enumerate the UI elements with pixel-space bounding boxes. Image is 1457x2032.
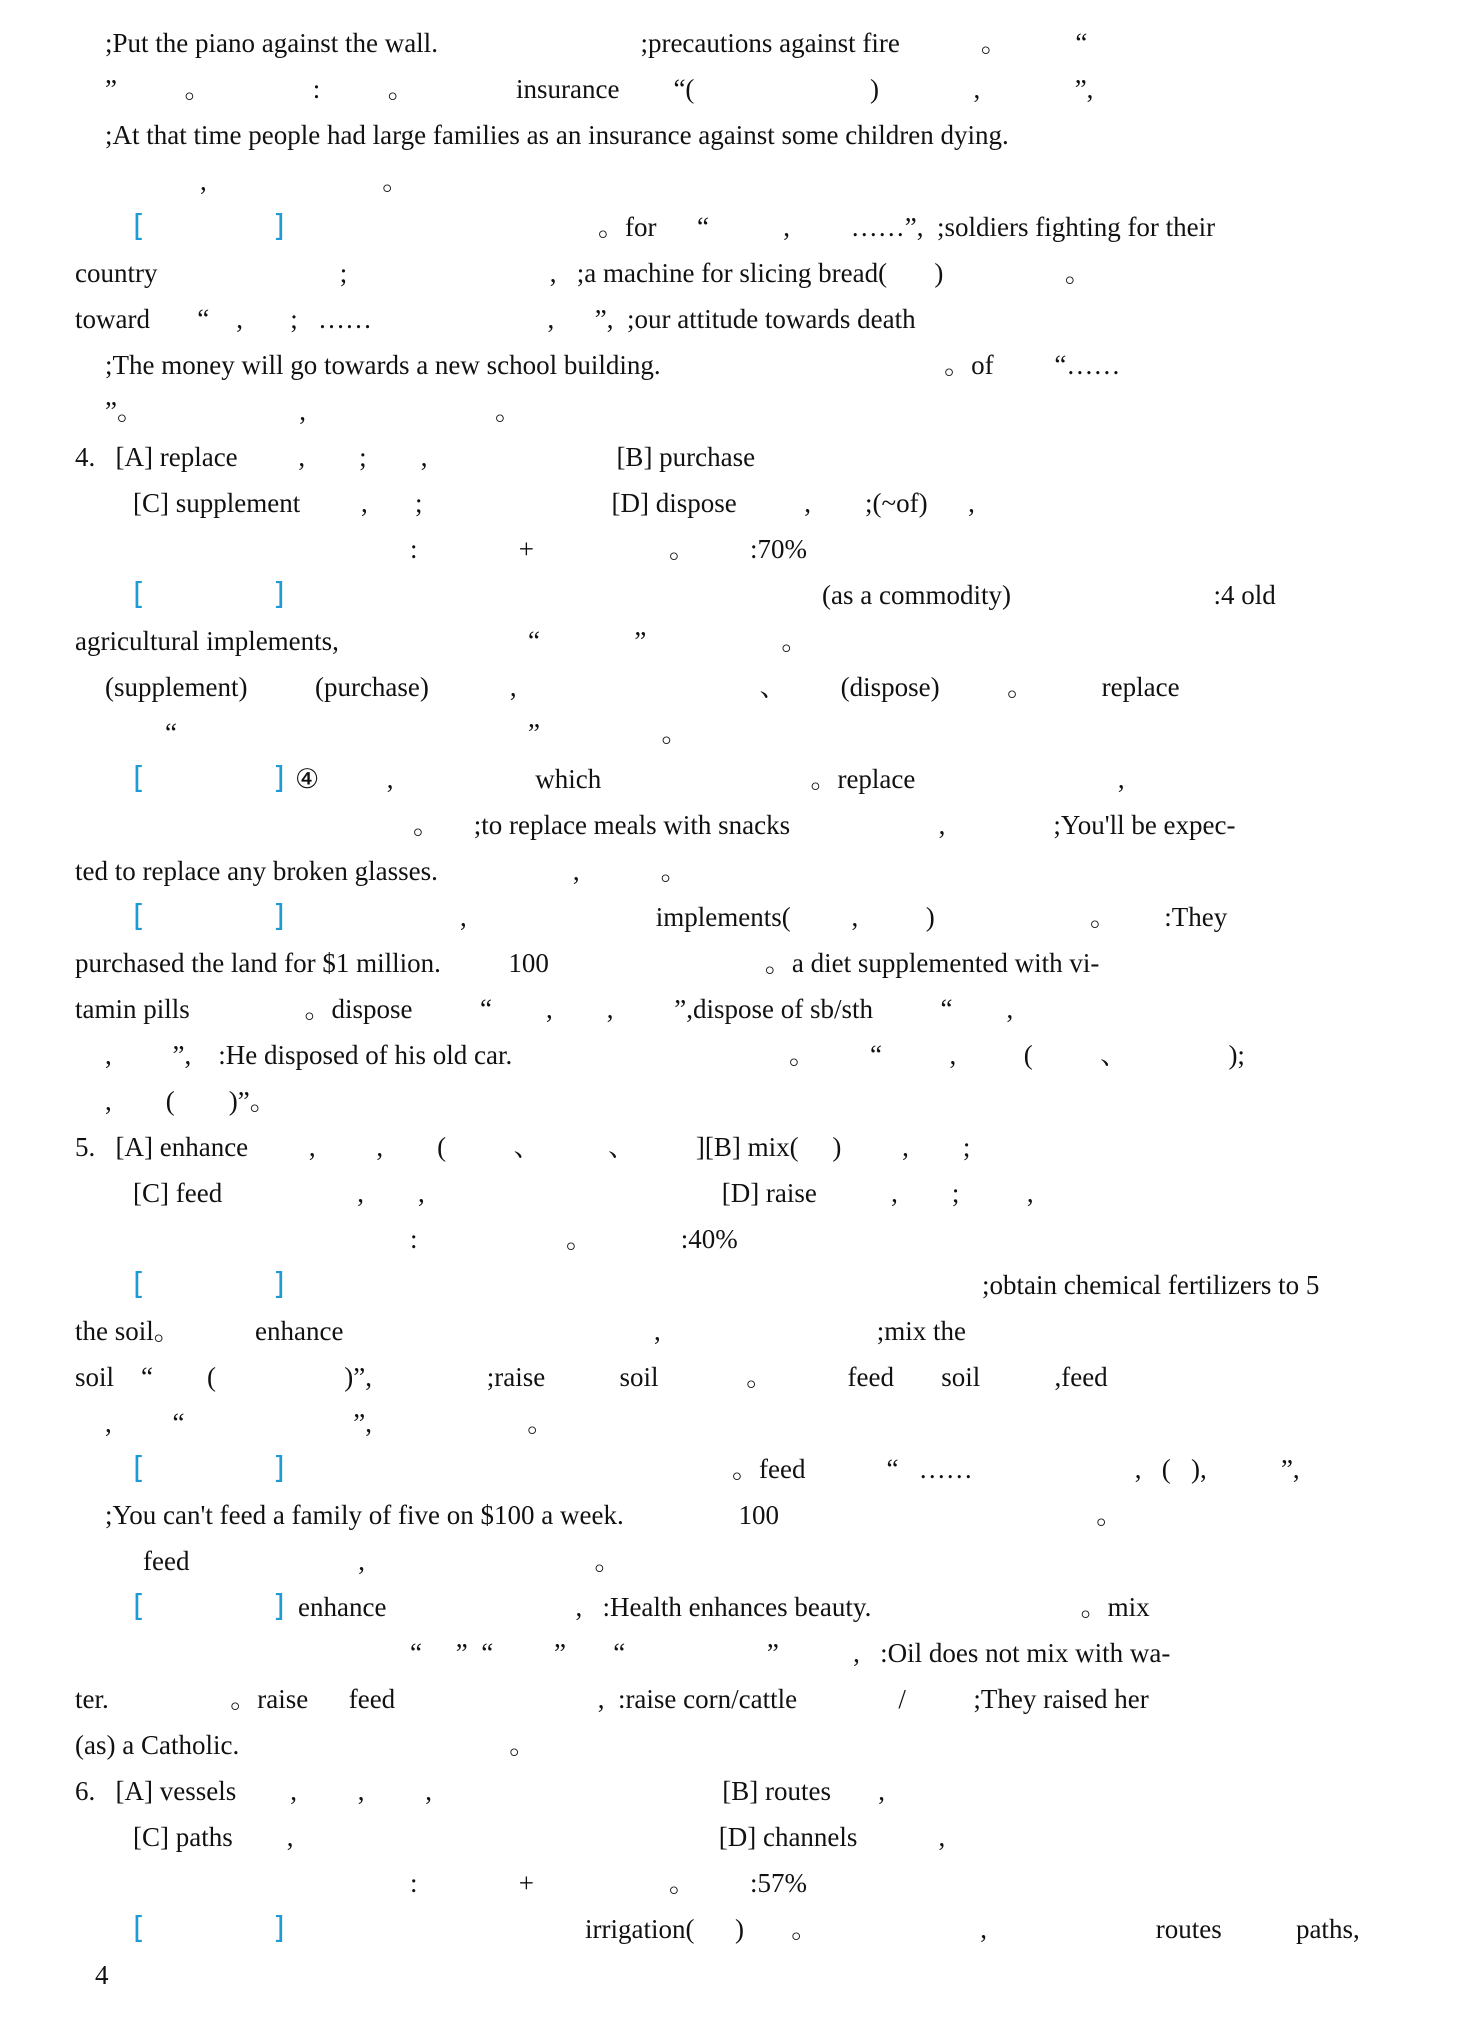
text-segment: + xyxy=(417,534,534,564)
text-segment: “ xyxy=(656,212,709,242)
text-segment: 。 xyxy=(539,718,689,748)
text-segment: , xyxy=(818,1914,987,1944)
text-segment: , xyxy=(200,166,207,196)
text-segment: 。 xyxy=(305,396,522,426)
text-segment: 4. xyxy=(75,442,96,472)
text-line xyxy=(200,164,409,198)
text-segment: ), xyxy=(1170,1454,1207,1484)
text-segment: , xyxy=(300,488,368,518)
text-segment: [A] replace xyxy=(95,442,238,472)
text-segment: ;They raised her xyxy=(905,1684,1149,1714)
bracket-open: [ xyxy=(133,1267,145,1302)
text-line xyxy=(75,1360,1108,1394)
text-segment: ;soldiers fighting for their xyxy=(923,212,1216,242)
text-segment: 、 xyxy=(516,672,787,702)
text-segment: “ xyxy=(114,1362,153,1392)
text-segment: , xyxy=(237,442,306,472)
text-segment: 。 xyxy=(646,626,809,656)
bracket-close: ] xyxy=(273,1589,285,1624)
text-line xyxy=(75,302,916,336)
text-line xyxy=(982,1268,1319,1302)
text-segment: ][B] mix( xyxy=(635,1132,799,1162)
text-segment: purchased the land for $1 million. xyxy=(75,948,441,978)
text-segment: , xyxy=(364,1776,432,1806)
text-segment: , xyxy=(189,1546,365,1576)
text-segment: “…… xyxy=(993,350,1121,380)
text-line xyxy=(105,1498,1123,1532)
text-segment: 。raise xyxy=(108,1684,309,1714)
text-segment: toward xyxy=(75,304,150,334)
text-segment: “ xyxy=(872,994,953,1024)
text-segment: , xyxy=(343,1316,661,1346)
text-segment: ”。 xyxy=(105,396,144,426)
text-segment: )”, xyxy=(216,1362,372,1392)
text-segment: “ xyxy=(111,1408,185,1438)
text-segment: which xyxy=(393,764,602,794)
text-line xyxy=(410,1866,807,1900)
bracket-close: ] xyxy=(273,1451,285,1486)
text-segment: ” xyxy=(539,626,647,656)
text-segment: , xyxy=(363,1178,425,1208)
text-line xyxy=(75,854,688,888)
text-segment: “( xyxy=(619,74,695,104)
text-segment: the soil。 xyxy=(75,1316,181,1346)
text-segment: “ xyxy=(149,304,210,334)
question-6-row-2 xyxy=(133,1820,945,1854)
text-segment: , xyxy=(395,1684,605,1714)
text-segment: ,feed xyxy=(980,1362,1108,1392)
text-segment: ” xyxy=(105,74,117,104)
text-segment: ;a machine for slicing bread( xyxy=(556,258,888,288)
text-segment: , xyxy=(881,1040,957,1070)
text-segment: “ xyxy=(338,626,540,656)
text-segment: 。 xyxy=(413,810,440,840)
bracket-close: ] xyxy=(273,1911,285,1946)
bracket-open: [ xyxy=(133,1589,145,1624)
text-line xyxy=(410,1222,738,1256)
text-segment: , xyxy=(790,902,859,932)
text-line xyxy=(75,1682,1149,1716)
text-segment: country xyxy=(75,258,158,288)
text-segment: 。of xyxy=(660,350,994,380)
text-segment: 。 xyxy=(534,1868,696,1898)
text-segment: feed xyxy=(143,1546,190,1576)
question-5-row-1 xyxy=(75,1130,970,1164)
text-segment: ;to replace meals with snacks xyxy=(440,810,791,840)
text-segment: 。 xyxy=(778,1500,1124,1530)
text-segment: ④ xyxy=(295,764,320,794)
text-line xyxy=(585,1912,1360,1946)
text-segment: , xyxy=(790,810,946,840)
text-segment: , xyxy=(460,902,467,932)
text-segment: 。 xyxy=(743,1914,819,1944)
text-segment: 。 xyxy=(579,856,688,886)
text-segment: 。mix xyxy=(871,1592,1150,1622)
text-line xyxy=(105,118,1009,152)
text-segment: ;our attitude towards death xyxy=(613,304,916,334)
text-segment: ” xyxy=(625,1638,779,1668)
text-segment: [A] vessels xyxy=(95,1776,237,1806)
text-segment: 。feed xyxy=(732,1454,806,1484)
text-segment: 。 xyxy=(939,672,1035,702)
text-segment: ; xyxy=(367,488,423,518)
text-segment: [C] paths xyxy=(133,1822,233,1852)
text-segment: ;precautions against fire xyxy=(437,28,900,58)
bracket-close: ] xyxy=(273,761,285,796)
text-segment: ) xyxy=(887,258,944,288)
text-segment: 。 xyxy=(512,1040,816,1070)
question-4-row-2 xyxy=(133,486,975,520)
text-segment: 100 xyxy=(623,1500,779,1530)
text-segment: ) xyxy=(858,902,935,932)
text-segment: 。 xyxy=(371,1408,555,1438)
text-line xyxy=(460,900,1227,934)
bracket-close: ] xyxy=(273,209,285,244)
text-segment: (as) a Catholic. xyxy=(75,1730,240,1760)
text-segment: 。 xyxy=(534,534,696,564)
text-segment: , xyxy=(552,994,614,1024)
text-segment: ”, xyxy=(554,304,614,334)
text-segment: 。 xyxy=(417,1224,594,1254)
text-segment: (supplement) xyxy=(105,672,248,702)
text-segment: 。dispose xyxy=(189,994,413,1024)
text-segment: :They xyxy=(1116,902,1228,932)
text-segment: (purchase) xyxy=(247,672,429,702)
text-segment: soil xyxy=(75,1362,115,1392)
text-segment: soil xyxy=(893,1362,981,1392)
text-segment: 、 xyxy=(1032,1040,1128,1070)
text-segment: [C] supplement xyxy=(133,488,301,518)
text-segment: ;At that time people had large families as an insurance against some children dying. xyxy=(105,120,1009,150)
text-segment: , xyxy=(315,1132,384,1162)
text-segment: [D] raise xyxy=(424,1178,817,1208)
text-segment: + xyxy=(417,1868,534,1898)
text-segment: ;obtain chemical fertilizers to 5 xyxy=(982,1270,1320,1300)
text-segment: :70% xyxy=(696,534,807,564)
text-segment: “ xyxy=(165,718,177,748)
text-segment: ted to replace any broken glasses. xyxy=(75,856,438,886)
text-segment: ” xyxy=(493,1638,566,1668)
text-line xyxy=(75,992,1013,1026)
text-segment: / xyxy=(797,1684,906,1714)
text-segment: 。 xyxy=(934,902,1117,932)
text-segment: ;(~of) xyxy=(810,488,928,518)
text-segment: “ xyxy=(410,1638,422,1668)
text-segment: , xyxy=(347,258,557,288)
text-segment: , xyxy=(857,1822,946,1852)
text-segment: ”, xyxy=(111,1040,192,1070)
bracket-close: ] xyxy=(273,577,285,612)
text-segment: :He disposed of his old car. xyxy=(191,1040,513,1070)
text-segment: , xyxy=(915,764,1125,794)
text-segment: ( xyxy=(111,1086,175,1116)
text-segment: , xyxy=(959,1178,1034,1208)
text-segment: 6. xyxy=(75,1776,96,1806)
text-line xyxy=(105,1084,277,1118)
text-segment: 。 xyxy=(899,28,1008,58)
text-segment: , xyxy=(236,1776,297,1806)
bracket-open: [ xyxy=(133,761,145,796)
text-segment: , xyxy=(366,442,428,472)
text-segment: …… xyxy=(898,1454,973,1484)
text-segment: (as a commodity) xyxy=(822,580,1011,610)
text-segment: ”, xyxy=(184,1408,372,1438)
text-segment: , xyxy=(296,1776,365,1806)
text-segment: 。 xyxy=(206,166,410,196)
text-segment: 。 xyxy=(658,1362,774,1392)
text-segment: [B] purchase xyxy=(427,442,756,472)
page-number: 4 xyxy=(95,1960,109,1990)
text-segment: 、 xyxy=(540,1132,636,1162)
text-line xyxy=(413,808,1236,842)
text-segment: irrigation( xyxy=(585,1914,695,1944)
text-segment: ; xyxy=(305,442,367,472)
text-segment: ;raise xyxy=(371,1362,546,1392)
text-segment: , xyxy=(232,1822,294,1852)
text-segment: ;You'll be expec- xyxy=(945,810,1236,840)
text-segment: ( xyxy=(956,1040,1033,1070)
text-segment: ; xyxy=(897,1178,960,1208)
text-segment: , xyxy=(248,1132,316,1162)
text-line xyxy=(75,1728,536,1762)
text-segment: ) xyxy=(694,1914,744,1944)
question-4-row-1 xyxy=(75,440,755,474)
text-segment: , xyxy=(143,396,306,426)
text-line xyxy=(143,1544,621,1578)
text-line xyxy=(105,1038,1245,1072)
bracket-open: [ xyxy=(133,899,145,934)
text-segment: implements( xyxy=(466,902,791,932)
text-segment: [C] feed xyxy=(133,1178,223,1208)
question-5-row-2 xyxy=(133,1176,1034,1210)
text-segment: 。 xyxy=(943,258,1092,288)
text-segment: , xyxy=(371,304,555,334)
text-segment: “ xyxy=(805,1454,899,1484)
text-segment: ;mix the xyxy=(660,1316,966,1346)
text-segment: ” xyxy=(421,1638,468,1668)
text-segment: , xyxy=(105,1040,112,1070)
text-segment: 。for xyxy=(598,212,657,242)
text-segment: , xyxy=(209,304,243,334)
text-segment: 。 xyxy=(320,74,415,104)
text-line xyxy=(410,532,807,566)
text-line xyxy=(105,72,1093,106)
text-segment: )”。 xyxy=(174,1086,277,1116)
text-segment: , xyxy=(222,1178,364,1208)
text-line xyxy=(75,256,1092,290)
text-line xyxy=(105,670,1180,704)
bracket-close: ] xyxy=(273,899,285,934)
text-segment: enhance xyxy=(180,1316,344,1346)
text-segment: ……”, xyxy=(789,212,924,242)
text-segment: , xyxy=(878,74,981,104)
text-line xyxy=(298,1590,1150,1624)
text-segment: “ xyxy=(412,994,492,1024)
text-line xyxy=(105,348,1120,382)
text-segment: ; xyxy=(908,1132,971,1162)
text-segment: ) xyxy=(694,74,879,104)
text-segment: “ xyxy=(467,1638,494,1668)
text-segment: 。 xyxy=(364,1546,622,1576)
text-segment: ( xyxy=(1141,1454,1171,1484)
text-line xyxy=(598,210,1215,244)
text-line xyxy=(105,1406,554,1440)
text-segment: , xyxy=(952,994,1014,1024)
text-segment: ”, xyxy=(980,74,1094,104)
text-segment: feed xyxy=(308,1684,396,1714)
question-6-row-1 xyxy=(75,1774,885,1808)
text-segment: , xyxy=(736,488,811,518)
text-segment: , xyxy=(778,1638,860,1668)
text-segment: ( xyxy=(383,1132,447,1162)
text-segment: ); xyxy=(1127,1040,1245,1070)
text-segment: :Oil does not mix with wa- xyxy=(859,1638,1171,1668)
text-segment: :40% xyxy=(593,1224,738,1254)
text-segment: agricultural implements, xyxy=(75,626,339,656)
text-segment: 。 xyxy=(116,74,212,104)
text-segment: , xyxy=(428,672,517,702)
text-line xyxy=(732,1452,1300,1486)
text-segment: [D] dispose xyxy=(422,488,737,518)
text-segment: , xyxy=(816,1178,898,1208)
bracket-close: ] xyxy=(273,1267,285,1302)
bracket-open: [ xyxy=(133,577,145,612)
text-line xyxy=(105,26,1087,60)
text-segment: [D] channels xyxy=(293,1822,858,1852)
text-segment: ”, xyxy=(1206,1454,1300,1484)
text-segment: 。replace xyxy=(601,764,916,794)
text-segment: : xyxy=(410,1868,418,1898)
text-line xyxy=(75,946,1099,980)
text-segment: 。 xyxy=(239,1730,537,1760)
text-segment: [A] enhance xyxy=(95,1132,249,1162)
text-segment: (dispose) xyxy=(786,672,940,702)
text-line xyxy=(822,578,1276,612)
text-segment: enhance xyxy=(298,1592,387,1622)
text-segment: :raise corn/cattle xyxy=(604,1684,798,1714)
text-segment: , xyxy=(105,1086,112,1116)
text-segment: 、 xyxy=(446,1132,541,1162)
text-segment: , xyxy=(437,856,580,886)
bracket-open: [ xyxy=(133,1911,145,1946)
text-segment: ) xyxy=(798,1132,842,1162)
text-segment: …… xyxy=(297,304,372,334)
text-segment: tamin pills xyxy=(75,994,190,1024)
text-segment: insurance xyxy=(414,74,620,104)
text-segment: , xyxy=(319,764,394,794)
text-segment: “ xyxy=(1007,28,1088,58)
text-segment: ;The money will go towards a new school building. xyxy=(105,350,661,380)
text-segment: : xyxy=(410,534,418,564)
text-segment: : xyxy=(211,74,321,104)
text-segment: soil xyxy=(545,1362,659,1392)
text-segment: feed xyxy=(773,1362,894,1392)
text-segment: ” xyxy=(176,718,540,748)
text-segment: ( xyxy=(153,1362,216,1392)
bracket-open: [ xyxy=(133,209,145,244)
text-segment: : xyxy=(410,1224,418,1254)
bracket-open: [ xyxy=(133,1451,145,1486)
text-line xyxy=(410,1636,1170,1670)
text-segment: [B] routes xyxy=(431,1776,831,1806)
text-segment: ”,dispose of sb/sth xyxy=(613,994,873,1024)
text-line xyxy=(165,716,688,750)
text-segment: “ xyxy=(565,1638,626,1668)
text-line xyxy=(75,624,808,658)
text-segment: , xyxy=(972,1454,1142,1484)
text-segment: , xyxy=(105,1408,112,1438)
text-segment: ;You can't feed a family of five on $100 a week. xyxy=(105,1500,624,1530)
text-segment: :4 old xyxy=(1010,580,1276,610)
text-segment: 100 xyxy=(440,948,549,978)
text-segment: ;Put the piano against the wall. xyxy=(105,28,438,58)
text-line xyxy=(75,1314,966,1348)
text-segment: , xyxy=(491,994,553,1024)
text-segment: 。a diet supplemented with vi- xyxy=(548,948,1100,978)
text-segment: “ xyxy=(815,1040,882,1070)
text-segment: ter. xyxy=(75,1684,109,1714)
text-segment: , xyxy=(708,212,790,242)
text-segment: , xyxy=(830,1776,885,1806)
text-segment: , xyxy=(927,488,975,518)
text-line xyxy=(105,394,522,428)
text-segment: routes xyxy=(986,1914,1222,1944)
text-segment: , xyxy=(841,1132,909,1162)
text-segment: ; xyxy=(157,258,348,288)
text-segment: 5. xyxy=(75,1132,96,1162)
text-segment: replace xyxy=(1034,672,1180,702)
text-segment: , xyxy=(386,1592,583,1622)
text-segment: ; xyxy=(242,304,298,334)
text-segment: :Health enhances beauty. xyxy=(582,1592,872,1622)
text-segment: :57% xyxy=(696,1868,807,1898)
text-segment: paths, xyxy=(1221,1914,1360,1944)
text-line xyxy=(295,762,1125,796)
